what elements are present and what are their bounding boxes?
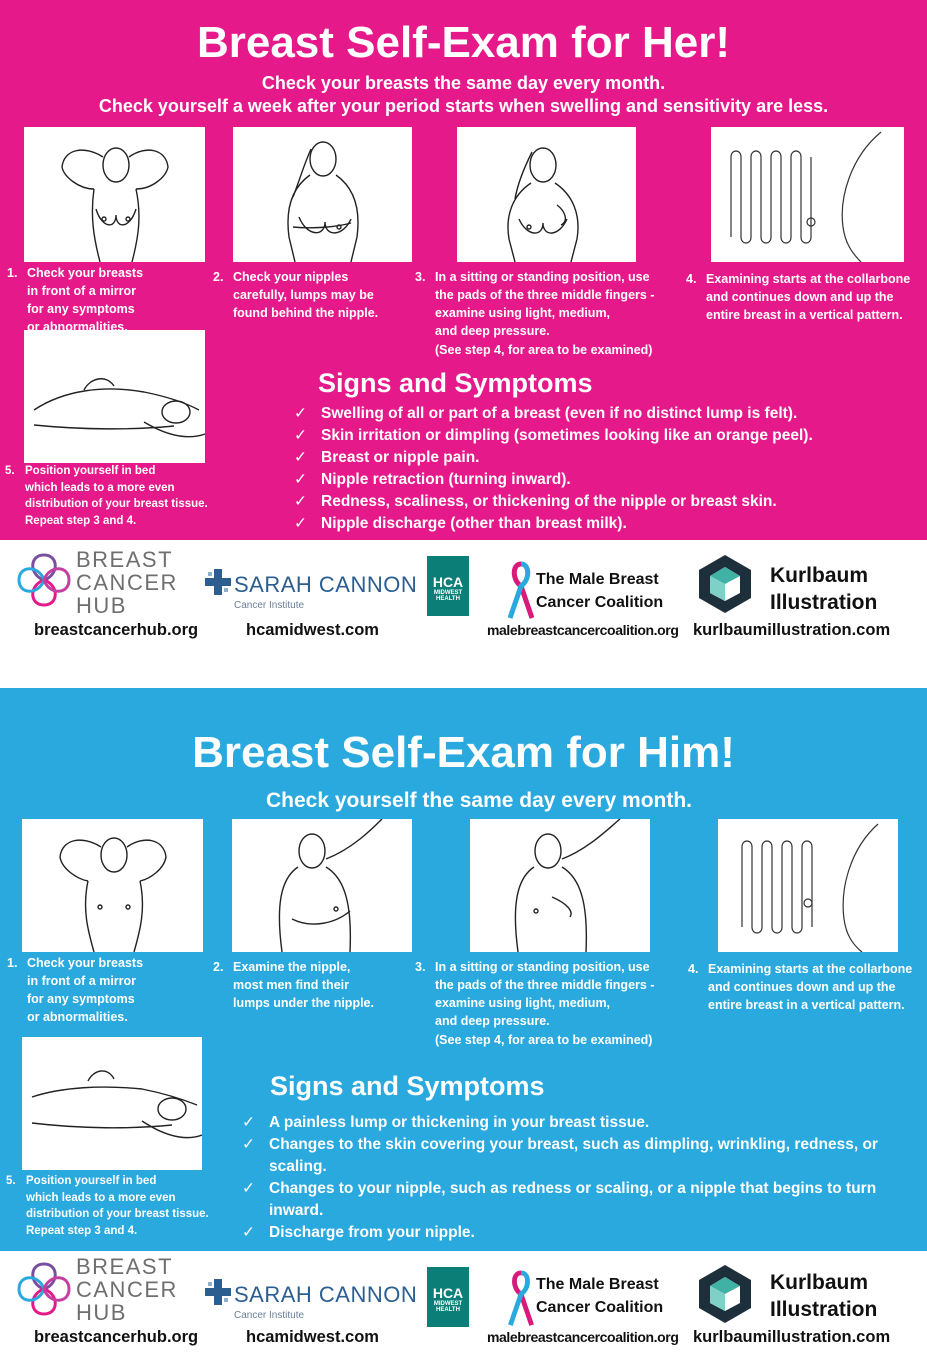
list-item: ✓ Redness, scaliness, or thickening of the nipple or breast skin. [294, 493, 777, 510]
him-step-5: 5. Position yourself in bed which leads to a more even distribution of your breast tissue. Repeat step 3 and 4. [6, 1175, 209, 1238]
her-step-1: 1. Check your breasts in front of a mirror for any symptoms or abnormalities. [7, 266, 144, 335]
him-subtitle-1: Check yourself the same day every month. [266, 789, 692, 812]
pink-blue-ribbon-icon [508, 560, 534, 627]
her-step-3: 3. In a sitting or standing position, use the pads of the three middle fingers - examine using light, medium, and deep pressure. (See step 4, for area to be examined) [415, 270, 655, 357]
breast-cancer-hub-logo [14, 1259, 74, 1324]
list-item: ✓ Breast or nipple pain. [294, 449, 480, 466]
list-item: ✓ Nipple retraction (turning inward). [294, 471, 571, 488]
bch-url[interactable]: breastcancerhub.org [34, 621, 199, 639]
her-step-2: 2. Check your nipples carefully, lumps may be found behind the nipple. [213, 270, 379, 321]
mbc-url[interactable]: malebreastcancercoalition.org [487, 1329, 679, 1345]
list-item: ✓ Changes to the skin covering your breast, such as dimpling, wrinkling, redness, or scaling. [242, 1136, 878, 1175]
hca-logo: HCA MIDWEST HEALTH [427, 556, 469, 616]
male-breast-cancer-coalition-wordmark: The Male Breast Cancer Coalition [536, 1276, 664, 1316]
him-step-4: 4. Examining starts at the collarbone and continues down and up the entire breast in a vertical pattern. [688, 962, 913, 1013]
sarah-cannon-icon [203, 567, 233, 602]
bch-url[interactable]: breastcancerhub.org [34, 1328, 199, 1346]
bch-wordmark: BREAST CANCER HUB [76, 547, 178, 618]
her-signs-list [294, 403, 813, 535]
sarah-cannon-name: SARAH CANNON [234, 572, 418, 597]
kurlbaum-hexagon-logo [694, 1263, 756, 1330]
her-mirror-illustration [24, 127, 205, 262]
her-fingers-illustration [457, 127, 636, 262]
him-signs-list [242, 1112, 922, 1244]
list-item: ✓ A painless lump or thickening in your breast tissue. [242, 1114, 650, 1131]
kurlbaum-hexagon-logo [694, 553, 756, 620]
him-step-1: 1. Check your breasts in front of a mirror for any symptoms or abnormalities. [7, 956, 144, 1025]
him-signs-title: Signs and Symptoms [270, 1071, 545, 1101]
her-step-5: 5. Position yourself in bed which leads to a more even distribution of your breast tissue. Repeat step 3 and 4. [5, 465, 208, 528]
list-item: ✓ Skin irritation or dimpling (sometimes looking like an orange peel). [294, 427, 813, 444]
sarah-cannon-sub: Cancer Institute [234, 600, 305, 611]
male-breast-cancer-coalition-wordmark: The Male Breast Cancer Coalition [536, 571, 664, 611]
sarah-cannon-name: SARAH CANNON [234, 1282, 418, 1307]
her-title: Breast Self-Exam for Her! [196, 18, 731, 67]
her-vertical-pattern-illustration [711, 127, 904, 262]
kurlbaum-url[interactable]: kurlbaumillustration.com [693, 1328, 891, 1346]
her-subtitle-2: Check yourself a week after your period starts when swelling and sensitivity are less. [98, 96, 829, 116]
her-signs-title: Signs and Symptoms [318, 368, 593, 398]
him-step-2: 2. Examine the nipple, most men find their lumps under the nipple. [213, 960, 374, 1011]
sarah-cannon-icon [203, 1277, 233, 1312]
mbc-url[interactable]: malebreastcancercoalition.org [487, 622, 679, 638]
hca-url[interactable]: hcamidwest.com [246, 1328, 379, 1346]
kurlbaum-url[interactable]: kurlbaumillustration.com [693, 621, 891, 639]
kurlbaum-wordmark: Kurlbaum Illustration [770, 564, 878, 614]
bch-wordmark: BREAST CANCER HUB [76, 1254, 178, 1325]
him-vertical-pattern-illustration [718, 819, 898, 952]
kurlbaum-wordmark: Kurlbaum Illustration [770, 1271, 878, 1321]
list-item: ✓ Nipple discharge (other than breast milk). [294, 515, 627, 532]
him-nipple-illustration [232, 819, 412, 952]
him-title: Breast Self-Exam for Him! [192, 728, 735, 777]
her-nipple-illustration [233, 127, 412, 262]
him-bed-illustration [22, 1037, 202, 1170]
breast-cancer-hub-logo [14, 550, 74, 615]
him-step-3: 3. In a sitting or standing position, use the pads of the three middle fingers - examine using light, medium, and deep pressure. (See step 4, for area to be examined) [415, 960, 655, 1047]
hca-url[interactable]: hcamidwest.com [246, 621, 379, 639]
sponsor-logos-bottom [0, 1251, 927, 1353]
list-item: ✓ Changes to your nipple, such as redness or scaling, or a nipple that begins to turn inward. [242, 1180, 877, 1219]
him-section [0, 688, 927, 1251]
her-section [0, 0, 927, 540]
hca-logo: HCA MIDWEST HEALTH [427, 1267, 469, 1327]
him-mirror-illustration [22, 819, 203, 952]
sponsor-logos-top [0, 540, 927, 650]
her-subtitle-1: Check your breasts the same day every month. [261, 73, 666, 93]
her-step-4: 4. Examining starts at the collarbone and continues down and up the entire breast in a vertical pattern. [686, 272, 911, 323]
list-item: ✓ Swelling of all or part of a breast (even if no distinct lump is felt). [294, 405, 798, 422]
her-bed-illustration [24, 330, 205, 463]
list-item: ✓ Discharge from your nipple. [242, 1224, 475, 1241]
pink-blue-ribbon-icon [508, 1269, 534, 1334]
sarah-cannon-sub: Cancer Institute [234, 1310, 305, 1321]
him-fingers-illustration [470, 819, 650, 952]
